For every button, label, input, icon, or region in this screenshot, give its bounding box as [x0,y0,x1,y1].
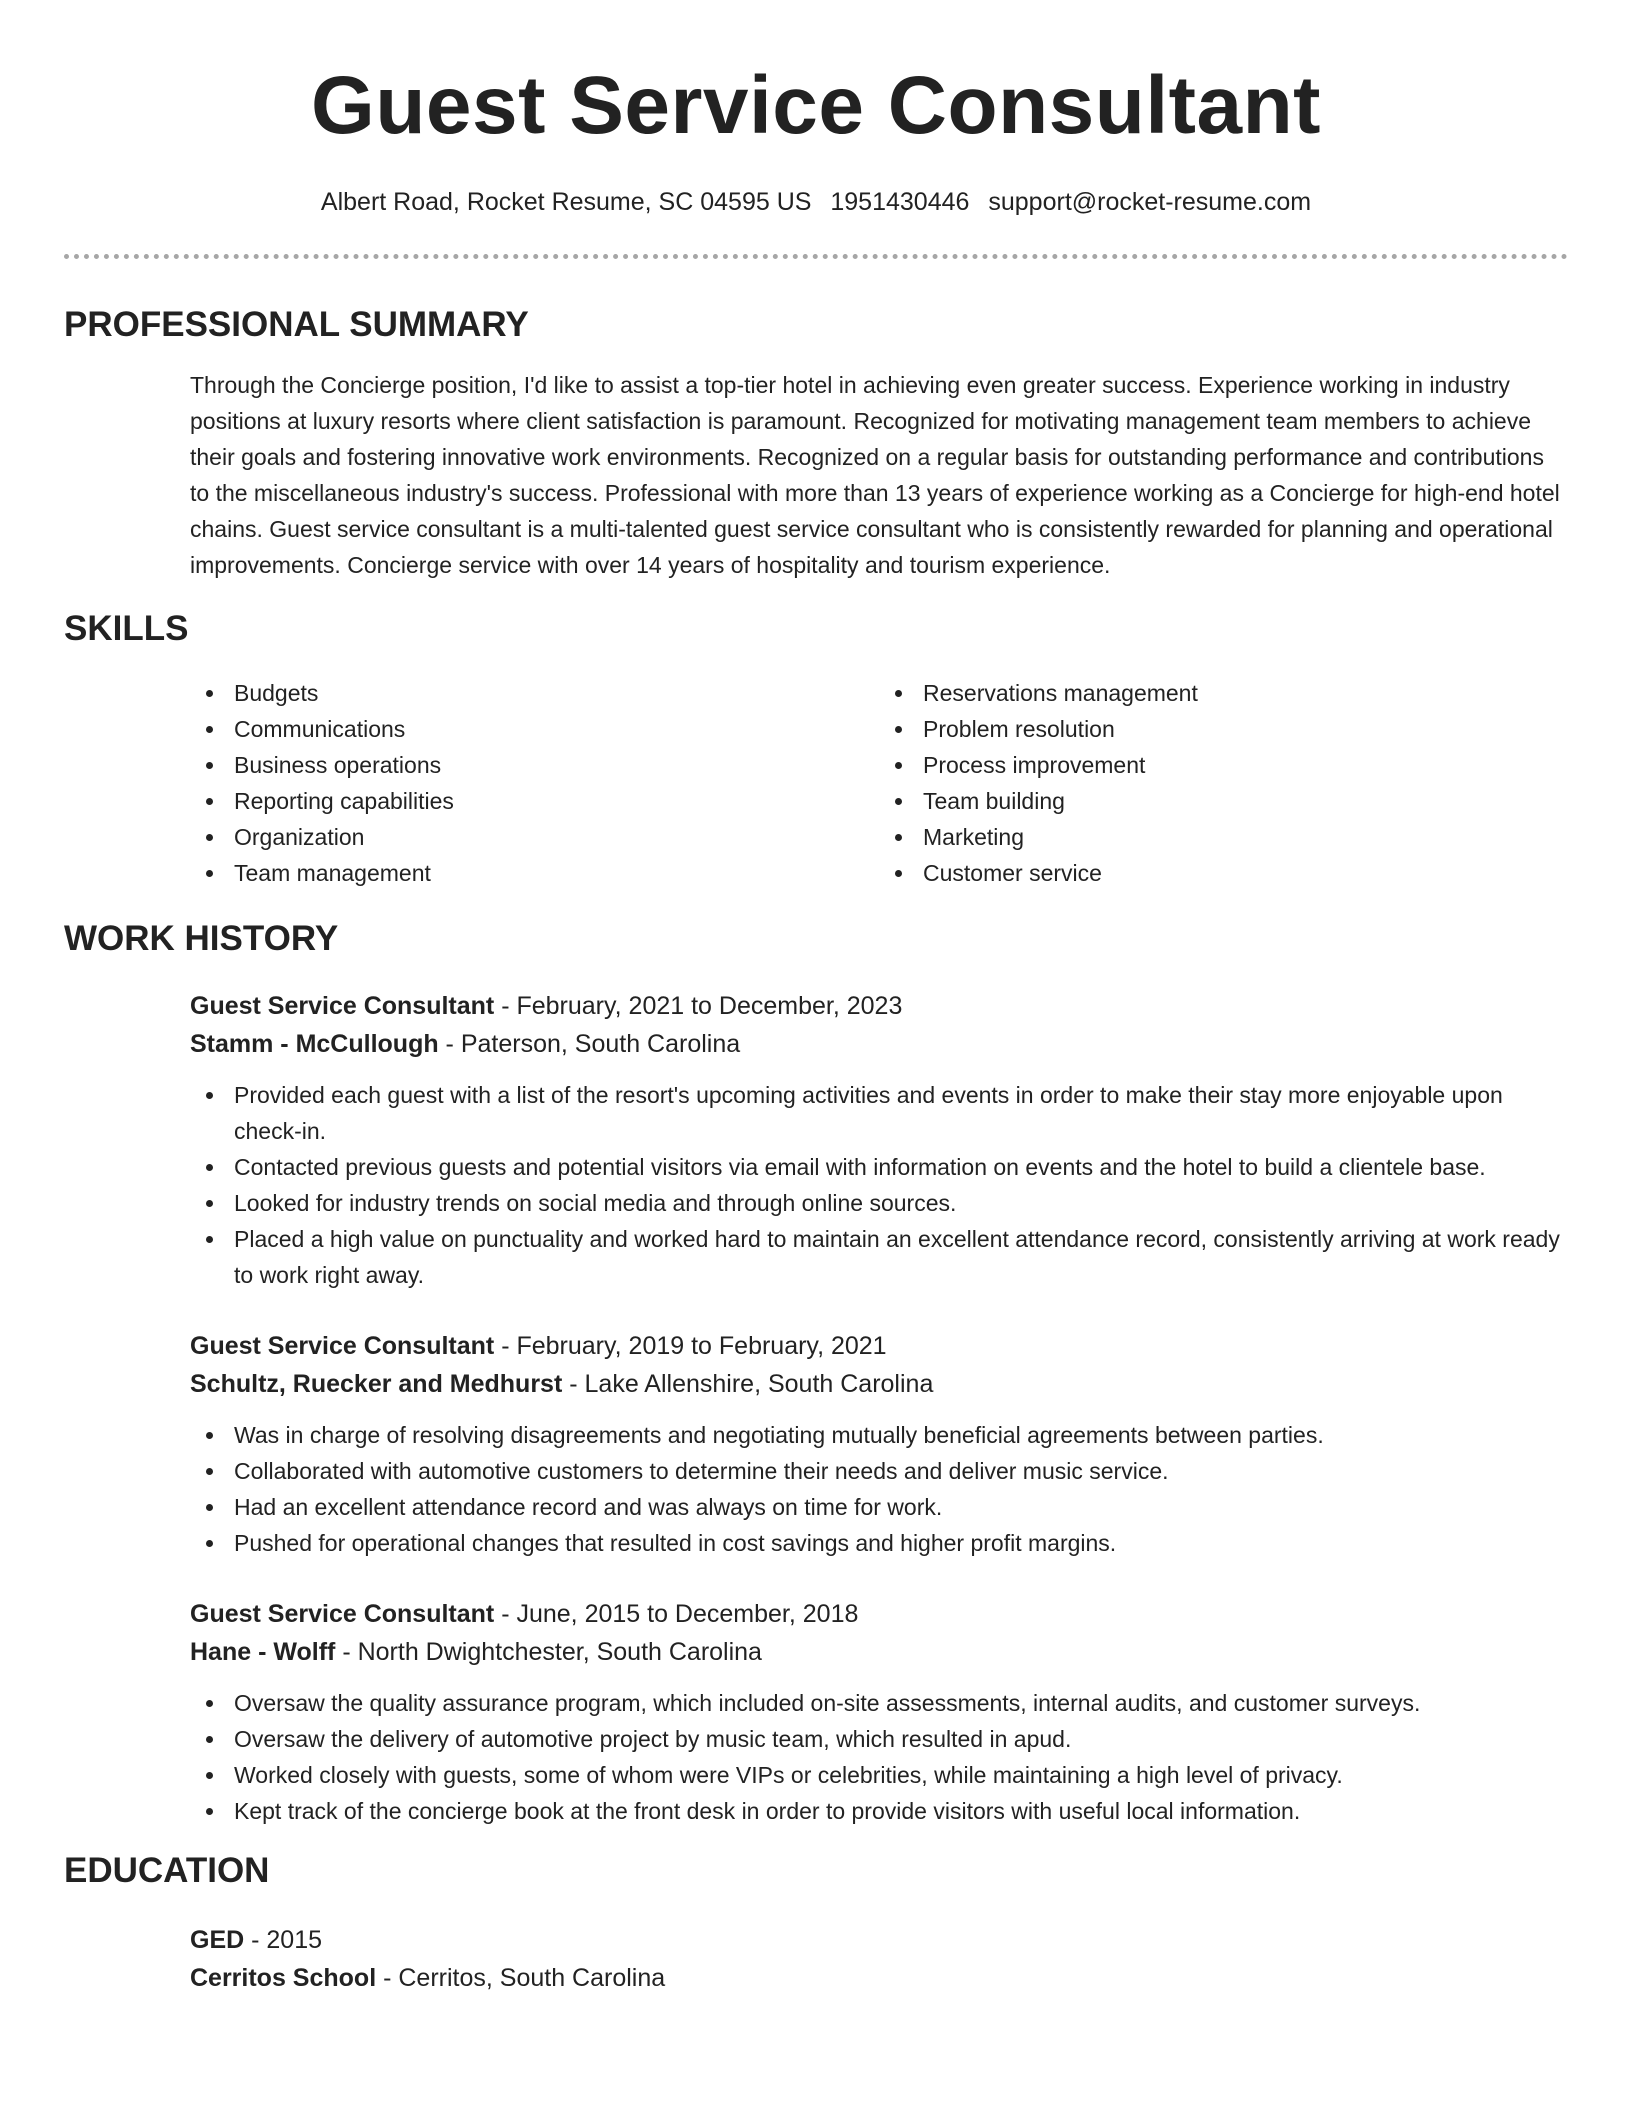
job-dates: - February, 2019 to February, 2021 [494,1332,887,1360]
job-company-line [190,1025,1568,1063]
job-duties [190,1685,1568,1829]
job-dates: - February, 2021 to December, 2023 [494,992,903,1020]
duty-item: Provided each guest with a list of the resort's upcoming activities and events in order to make their stay more enjoyable upon check-in. [234,1077,1568,1149]
skill-item: Team management [234,855,879,891]
duty-item: Contacted previous guests and potential visitors via email with information on events and the hotel to build a clientele base. [234,1149,1568,1185]
summary-section [64,303,1568,583]
job-location: - Lake Allenshire, South Carolina [562,1370,934,1398]
job-location: - North Dwightchester, South Carolina [335,1638,762,1666]
skill-item: Problem resolution [923,711,1568,747]
job-title: Guest Service Consultant [190,1332,495,1360]
skill-item: Reservations management [923,675,1568,711]
skill-item: Marketing [923,819,1568,855]
duty-item: Was in charge of resolving disagreements and negotiating mutually beneficial agreements between parties. [234,1417,1568,1453]
education-year: - 2015 [244,1926,323,1954]
contact-address: Albert Road, Rocket Resume, SC 04595 US [320,188,812,216]
skills-section [64,607,1568,891]
work-history-heading: WORK HISTORY [64,919,339,958]
skill-item: Customer service [923,855,1568,891]
summary-text: Through the Concierge position, I'd like to assist a top-tier hotel in achieving even greater success. Experience working in industry positions at luxury resorts where client satisfaction is paramount. Recognized for motivating management team members to achieve their goals and fostering innovative work environments. Recognized on a regular basis for outstanding performance and contributions to the miscellaneous industry's success. Professional with more than 13 years of experience working as a Concierge for high-end hotel chains. Guest service consultant is a multi-talented guest service consultant who is consistently rewarded for planning and operational improvements. Concierge service with over 14 years of hospitality and tourism experience. [190,372,1560,578]
skills-column-left [190,675,879,891]
skills-list [64,675,1568,891]
duty-item: Pushed for operational changes that resulted in cost savings and higher profit margins. [234,1525,1568,1561]
skills-column-right [879,675,1568,891]
job-title-line [190,987,1568,1025]
education-school-line [190,1959,1568,1997]
job-location: - Paterson, South Carolina [438,1030,741,1058]
resume-title: Guest Service Consultant [311,60,1321,151]
job-duties [190,1417,1568,1561]
duty-item: Kept track of the concierge book at the front desk in order to provide visitors with useful local information. [234,1793,1568,1829]
skill-item: Business operations [234,747,879,783]
skills-heading: SKILLS [64,609,189,648]
education-heading: EDUCATION [64,1851,270,1890]
duty-item: Oversaw the delivery of automotive project by music team, which resulted in apud. [234,1721,1568,1757]
skill-item: Reporting capabilities [234,783,879,819]
duty-item: Placed a high value on punctuality and worked hard to maintain an excellent attendance record, consistently arriving at work ready to work right away. [234,1221,1568,1293]
job-entry [64,987,1568,1293]
work-history-section [64,917,1568,1829]
contact-email: support@rocket-resume.com [988,188,1312,216]
job-dates: - June, 2015 to December, 2018 [494,1600,859,1628]
skill-item: Process improvement [923,747,1568,783]
skill-item: Communications [234,711,879,747]
job-entry [64,1327,1568,1561]
summary-heading: PROFESSIONAL SUMMARY [64,305,529,344]
job-duties [190,1077,1568,1293]
job-company: Schultz, Ruecker and Medhurst [190,1370,563,1398]
education-entry [64,1921,1568,1997]
education-school: Cerritos School [190,1964,377,1992]
job-entry [64,1595,1568,1829]
contact-line [64,186,1568,218]
skill-item: Team building [923,783,1568,819]
job-company: Stamm - McCullough [190,1030,439,1058]
skill-item: Budgets [234,675,879,711]
job-title: Guest Service Consultant [190,1600,495,1628]
duty-item: Worked closely with guests, some of whom were VIPs or celebrities, while maintaining a high level of privacy. [234,1757,1568,1793]
job-title-line [190,1595,1568,1633]
education-section [64,1849,1568,1997]
duty-item: Collaborated with automotive customers to determine their needs and deliver music service. [234,1453,1568,1489]
header-divider [64,254,1568,259]
duty-item: Had an excellent attendance record and was always on time for work. [234,1489,1568,1525]
skill-item: Organization [234,819,879,855]
education-location: - Cerritos, South Carolina [376,1964,666,1992]
job-company-line [190,1633,1568,1671]
job-company: Hane - Wolff [190,1638,336,1666]
job-title: Guest Service Consultant [190,992,495,1020]
duty-item: Oversaw the quality assurance program, which included on-site assessments, internal audits, and customer surveys. [234,1685,1568,1721]
duty-item: Looked for industry trends on social media and through online sources. [234,1185,1568,1221]
contact-phone: 1951430446 [830,188,970,216]
job-title-line [190,1327,1568,1365]
job-company-line [190,1365,1568,1403]
education-degree: GED [190,1926,245,1954]
education-degree-line [190,1921,1568,1959]
